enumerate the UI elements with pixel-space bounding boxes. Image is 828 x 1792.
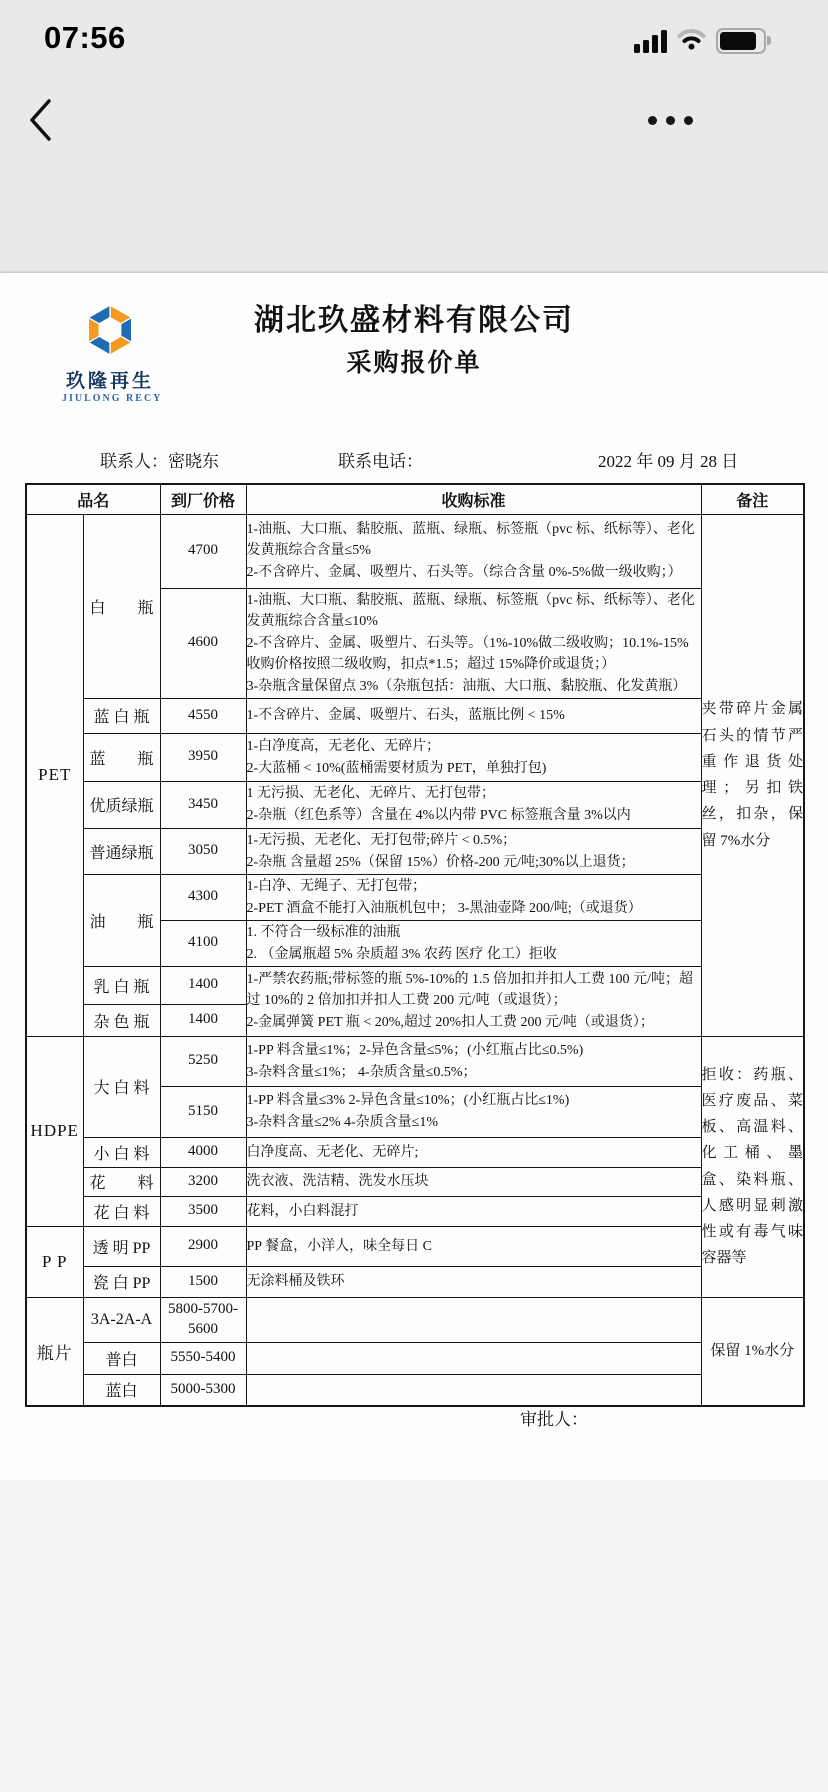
table-row: [26, 1226, 804, 1266]
bottom-background: [0, 1480, 828, 1792]
standard-flake-white: [246, 1342, 701, 1374]
product-green-premium: 优质绿瓶: [83, 781, 160, 828]
table-row: [26, 1196, 804, 1226]
std-clause: 1-白净度高，无老化、无碎片；: [246, 738, 441, 754]
product-flower-white: 花 白 料: [83, 1196, 160, 1226]
standard-white-a: [246, 514, 701, 588]
standard-flower-white: [246, 1196, 701, 1226]
contact-row: [0, 447, 828, 473]
quotation-table: [25, 483, 805, 1407]
price-big-white-b: 5150: [160, 1086, 246, 1137]
std-clause: 1-PP 料含量≤1%；2-异色含量≤5%；(小红瓶占比≤0.5%): [246, 1042, 584, 1058]
std-clause: 3-杂料含量≤2% 4-杂质含量≤1%: [246, 1115, 439, 1130]
price-oil-a: 4300: [160, 874, 246, 920]
form-title: 采购报价单: [346, 349, 482, 377]
std-clause: 2-不含碎片、金属、吸塑片、石头等。（综合含量 0%-5%做一级收购；）: [246, 565, 682, 580]
table-row: [26, 1167, 804, 1196]
standard-flake-3a: [246, 1297, 701, 1342]
price-flower: 3200: [160, 1167, 246, 1196]
product-blue: 蓝 瓶: [83, 733, 160, 781]
table-row: [26, 828, 804, 874]
price-oil-b: 4100: [160, 920, 246, 966]
std-clause: 1. 不符合一级标准的油瓶: [246, 924, 401, 940]
price-flake-blue: 5000-5300: [160, 1374, 246, 1406]
table-row: [26, 966, 804, 1004]
standard-flower: [246, 1167, 701, 1196]
price-blue-white: 4550: [160, 698, 246, 733]
table-header-row: [26, 484, 804, 514]
chevron-left-icon: [28, 98, 54, 142]
product-porcelain-pp: 瓷 白 PP: [83, 1266, 160, 1297]
product-flake-white: 普白: [83, 1342, 160, 1374]
table-row: [26, 733, 804, 781]
std-clause: 1-油瓶、大口瓶、黏胶瓶、蓝瓶、绿瓶、标签瓶（pvc 标、纸标等）、老化发黄瓶综合含量≤5%: [246, 522, 695, 558]
std-clause: 2-金属弹簧 PET 瓶 < 20%,超过 20%扣人工费 200 元/吨（或退货）；: [246, 1015, 654, 1030]
standard-white-b: [246, 588, 701, 698]
std-clause: 1 无污损、无老化、无碎片、无打包带；: [246, 786, 496, 801]
product-oil: 油 瓶: [83, 874, 160, 966]
remark-pet: 夹带碎片金属石头的情节严重作退货处理；另扣铁丝，扣杂，保留 7%水分: [701, 514, 804, 1036]
price-white-a: 4700: [160, 514, 246, 588]
std-clause: 2. （金属瓶超 5% 杂质超 3% 农药 医疗 化工）拒收: [246, 946, 557, 962]
std-clause: 花料，小白料混打: [246, 1203, 359, 1219]
standard-milky-mixed: [246, 966, 701, 1036]
price-flake-3a: 5800-5700-5600: [160, 1297, 246, 1342]
std-clause: 1-不含碎片、金属、吸塑片、石头，蓝瓶比例 < 15%: [246, 708, 565, 723]
table-row: [26, 1374, 804, 1406]
status-icons: [634, 26, 766, 56]
price-mixed-color: 1400: [160, 1004, 246, 1036]
table-row: [26, 1297, 804, 1342]
std-clause: 1-油瓶、大口瓶、黏胶瓶、蓝瓶、绿瓶、标签瓶（pvc 标、纸标等）、老化发黄瓶综合含量≤10%: [246, 592, 695, 629]
price-big-white-a: 5250: [160, 1036, 246, 1086]
table-row: [26, 514, 804, 588]
price-blue: 3950: [160, 733, 246, 781]
table-row: [26, 1036, 804, 1086]
company-title: 湖北玖盛材料有限公司: [254, 304, 574, 337]
standard-big-white-a: [246, 1036, 701, 1086]
price-green-common: 3050: [160, 828, 246, 874]
product-milky-white: 乳 白 瓶: [83, 966, 160, 1004]
header-price: 到厂价格: [160, 484, 246, 514]
remark-hdpe-pp: 拒收：药瓶、医疗废品、菜板、高温料、化工桶、墨盒、染料瓶、人感明显刺激性或有毒气味容器等: [701, 1036, 804, 1297]
std-clause: 1-白净、无绳子、无打包带；: [246, 878, 427, 894]
std-clause: 3-杂瓶含量保留点 3%（杂瓶包括：油瓶、大口瓶、黏胶瓶、化发黄瓶）: [246, 678, 687, 694]
std-clause: 1-无污损、无老化、无打包带;碎片 < 0.5%；: [246, 832, 517, 848]
more-options-button[interactable]: [648, 116, 693, 125]
standard-blue: [246, 733, 701, 781]
logo-text-cn: 玖隆再生: [65, 371, 154, 392]
product-clear-pp: 透 明 PP: [83, 1226, 160, 1266]
price-porcelain-pp: 1500: [160, 1266, 246, 1297]
product-mixed-color: 杂 色 瓶: [83, 1004, 160, 1036]
status-time: 07:56: [44, 20, 126, 55]
approver-label: 审批人：: [520, 1410, 588, 1429]
std-clause: 2-大蓝桶 < 10%(蓝桶需要材质为 PET，单独打包): [246, 760, 547, 776]
back-button[interactable]: [28, 98, 54, 142]
std-clause: 2-不含碎片、金属、吸塑片、石头等。（1%-10%做二级收购；10.1%-15%收购价格按照二级收购，扣点*1.5；超过 15%降价或退货；）: [246, 635, 689, 672]
price-green-premium: 3450: [160, 781, 246, 828]
standard-flake-blue: [246, 1374, 701, 1406]
table-row: [26, 1342, 804, 1374]
product-big-white: 大 白 料: [83, 1036, 160, 1137]
contact-person: 联系人：密晓东: [100, 452, 219, 471]
group-pp: P P: [26, 1226, 83, 1297]
remark-bottle-flakes: 保留 1%水分: [701, 1297, 804, 1406]
battery-icon: [716, 28, 766, 54]
price-flake-white: 5550-5400: [160, 1342, 246, 1374]
std-clause: 洗衣液、洗洁精、洗发水压块: [246, 1174, 429, 1189]
group-hdpe: HDPE: [26, 1036, 83, 1226]
standard-porcelain-pp: [246, 1266, 701, 1297]
cellular-signal-icon: [634, 29, 667, 53]
table-row: [26, 874, 804, 920]
product-flake-3a: 3A-2A-A: [83, 1297, 160, 1342]
logo-text-en: JIULONG RECY: [62, 393, 163, 404]
document-page: [0, 273, 828, 1480]
std-clause: 2-PET 酒盒不能打入油瓶机包中； 3-黑油壶降 200/吨;（或退货）: [246, 900, 642, 916]
standard-blue-white: [246, 698, 701, 733]
group-bottle-flakes: 瓶片: [26, 1297, 83, 1406]
standard-big-white-b: [246, 1086, 701, 1137]
standard-small-white: [246, 1137, 701, 1167]
table-row: [26, 781, 804, 828]
product-small-white: 小 白 料: [83, 1137, 160, 1167]
header-remark: 备注: [701, 484, 804, 514]
product-flower: 花 料: [83, 1167, 160, 1196]
ellipsis-icon: [648, 116, 657, 125]
wifi-icon: [677, 28, 706, 55]
contact-phone-label: 联系电话：: [338, 452, 423, 471]
table-row: [26, 1137, 804, 1167]
standard-oil-b: [246, 920, 701, 966]
product-blue-white: 蓝 白 瓶: [83, 698, 160, 733]
group-pet: PET: [26, 514, 83, 1036]
std-clause: 无涂料桶及铁环: [246, 1274, 345, 1289]
price-clear-pp: 2900: [160, 1226, 246, 1266]
std-clause: 1-PP 料含量≤3% 2-异色含量≤10%；(小红瓶占比≤1%): [246, 1093, 570, 1108]
std-clause: 2-杂瓶（红色系等）含量在 4%以内带 PVC 标签瓶含量 3%以内: [246, 808, 631, 823]
std-clause: 1-严禁农药瓶;带标签的瓶 5%-10%的 1.5 倍加扣并扣人工费 100 元/吨；超过 10%的 2 倍加扣并扣人工费 200 元/吨（或退货）；: [246, 972, 693, 1008]
price-milky-white: 1400: [160, 966, 246, 1004]
quote-date: 2022 年 09 月 28 日: [598, 452, 739, 471]
header-standard: 收购标准: [246, 484, 701, 514]
product-green-common: 普通绿瓶: [83, 828, 160, 874]
price-flower-white: 3500: [160, 1196, 246, 1226]
header-product: 品名: [26, 484, 160, 514]
product-flake-blue: 蓝白: [83, 1374, 160, 1406]
table-row: [26, 1266, 804, 1297]
product-white-bottle: 白 瓶: [83, 514, 160, 698]
standard-green-common: [246, 828, 701, 874]
std-clause: 2-杂瓶 含量超 25%（保留 15%）价格-200 元/吨;30%以上退货；: [246, 854, 635, 870]
price-small-white: 4000: [160, 1137, 246, 1167]
price-white-b: 4600: [160, 588, 246, 698]
standard-green-premium: [246, 781, 701, 828]
standard-clear-pp: [246, 1226, 701, 1266]
standard-oil-a: [246, 874, 701, 920]
std-clause: PP 餐盒，小洋人，味全每日 C: [246, 1238, 432, 1254]
table-row: [26, 698, 804, 733]
std-clause: 白净度高、无老化、无碎片;: [246, 1144, 419, 1160]
std-clause: 3-杂料含量≤1%； 4-杂质含量≤0.5%；: [246, 1064, 477, 1080]
